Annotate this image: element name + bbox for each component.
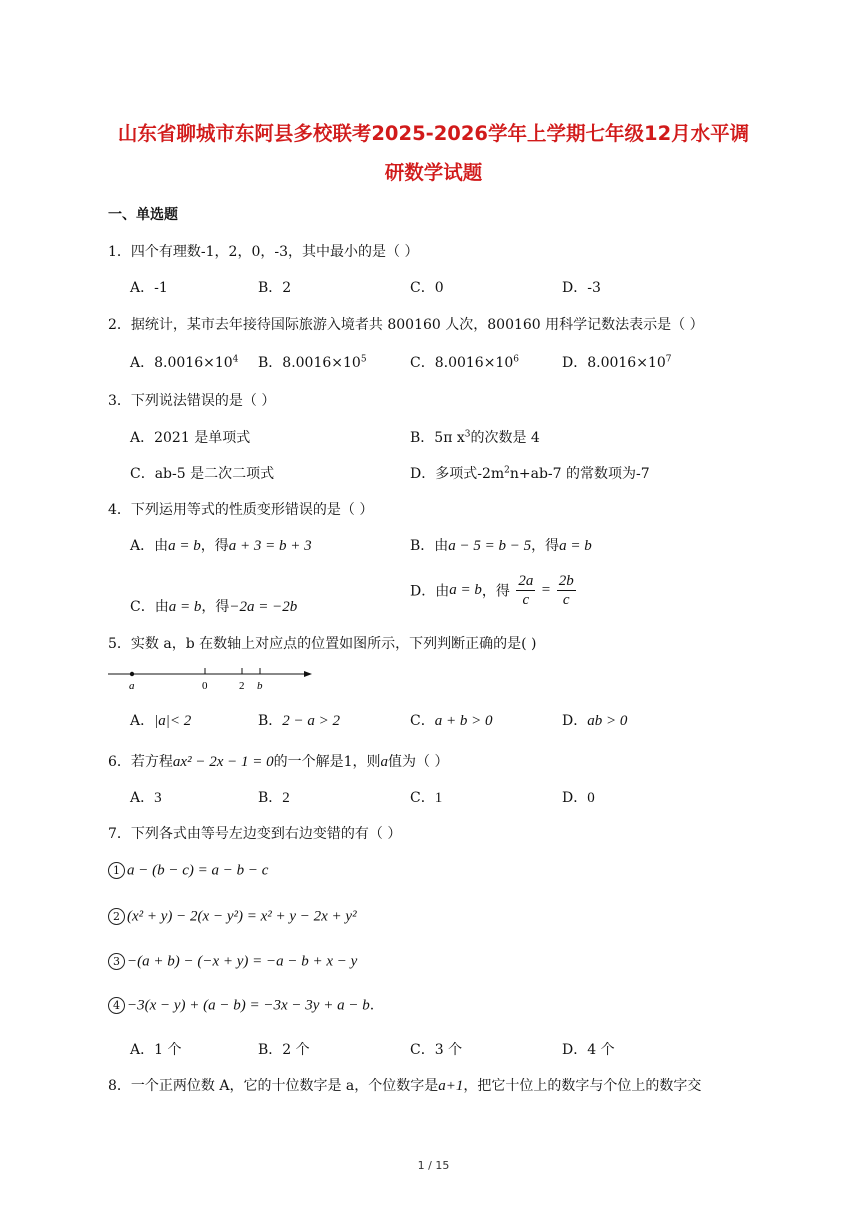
q3-option-a: A．2021 是单项式 (130, 430, 251, 446)
q6-option-d: D．0 (562, 790, 595, 806)
q2-option-b: B．$8.0016\times 10^5$ (258, 354, 367, 371)
q7-stem: 7．下列各式由等号左边变到右边变错的有（ ） (108, 826, 402, 842)
number-line-arrow (304, 671, 312, 677)
q1-stem: 1．四个有理数-1，2，0，-3，其中最小的是（ ） (108, 244, 419, 260)
q4-option-c: C．由a = b，得−2a = −2b (130, 599, 298, 615)
q5-option-a: A．|a|< 2 (130, 713, 192, 729)
q2-option-a: A．$8.0016\times 10^4$ (130, 354, 239, 371)
q2-option-c: C．$8.0016\times 10^6$ (410, 354, 519, 371)
q6-stem: 6．若方程ax² − 2x − 1 = 0的一个解是1，则a值为（ ） (108, 754, 449, 770)
q3-option-b: B．5π $x^3$的次数是 4 (410, 429, 540, 446)
q6-option-b: B．2 (258, 790, 290, 806)
q7-option-c: C．3 个 (410, 1042, 463, 1058)
q5-option-c: C．a + b > 0 (410, 713, 493, 729)
exam-title-line2: 研数学试题 (384, 161, 483, 184)
q7-item-2: 2 (x² + y) − 2(x − y²) = x² + y − 2x + y² (108, 908, 357, 926)
q6-option-a: A．3 (130, 790, 162, 806)
q3-stem: 3．下列说法错误的是（ ） (108, 393, 276, 409)
q3-option-d: D．多项式$-2m^2n+ab-7$ 的常数项为-7 (410, 465, 650, 482)
q4-stem: 4．下列运用等式的性质变形错误的是（ ） (108, 502, 374, 518)
q7-option-b: B．2 个 (258, 1042, 310, 1058)
q1-option-b: B．2 (258, 280, 292, 296)
label-2: 2 (239, 680, 245, 692)
q4-d-fraction-right: $\frac{2b}{c}$ (558, 573, 574, 608)
section-heading: 一、单选题 (108, 207, 178, 223)
label-a: a (129, 680, 135, 692)
q5-option-b: B．2 − a > 2 (258, 713, 341, 729)
label-b: b (257, 680, 263, 692)
q7-item-1: 1 a − (b − c) = a − b − c (108, 862, 268, 880)
q4-option-a: A．由a = b，得a + 3 = b + 3 (130, 538, 312, 554)
q3-option-c: C．ab-5 是二次二项式 (130, 466, 275, 482)
q1-option-a: A．-1 (130, 280, 168, 296)
q7-option-a: A．1 个 (130, 1042, 182, 1058)
page-number: 1 / 15 (417, 1159, 450, 1172)
label-0: 0 (202, 680, 208, 692)
number-line-figure (108, 662, 318, 696)
q7-option-d: D．4 个 (562, 1042, 615, 1058)
q2-option-d: D．$8.0016\times 10^7$ (562, 354, 672, 371)
q2-stem: 2．据统计，某市去年接待国际旅游入境者共 800160 人次，800160 用科学记数法表示是（ ） (108, 317, 704, 333)
q8-stem: 8．一个正两位数 A，它的十位数字是 a，个位数字是a+1，把它十位上的数字与个位上的数字交 (108, 1078, 702, 1094)
q1-option-c: C．0 (410, 280, 444, 296)
q4-option-b: B．由a − 5 = b − 5，得a = b (410, 538, 592, 554)
q5-option-d: D．ab > 0 (562, 713, 628, 729)
q5-stem: 5．实数 a，b 在数轴上对应点的位置如图所示，下列判断正确的是( ) (108, 636, 537, 652)
exam-title-line1: 山东省聊城市东阿县多校联考2025-2026学年上学期七年级12月水平调 (117, 122, 750, 145)
q7-item-4: 4 −3(x − y) + (a − b) = −3x − 3y + a − b. (108, 997, 374, 1015)
point-a (130, 672, 134, 676)
q4-option-d: D．由a = b，得 $\frac{2a}{c}$ = $\frac{2b}{c}$ (410, 573, 574, 608)
q4-d-fraction-left: $\frac{2a}{c}$ (518, 573, 534, 608)
q1-option-d: D．-3 (562, 280, 601, 296)
q7-item-3: 3 −(a + b) − (−x + y) = −a − b + x − y (108, 953, 357, 971)
q6-option-c: C．1 (410, 790, 443, 806)
